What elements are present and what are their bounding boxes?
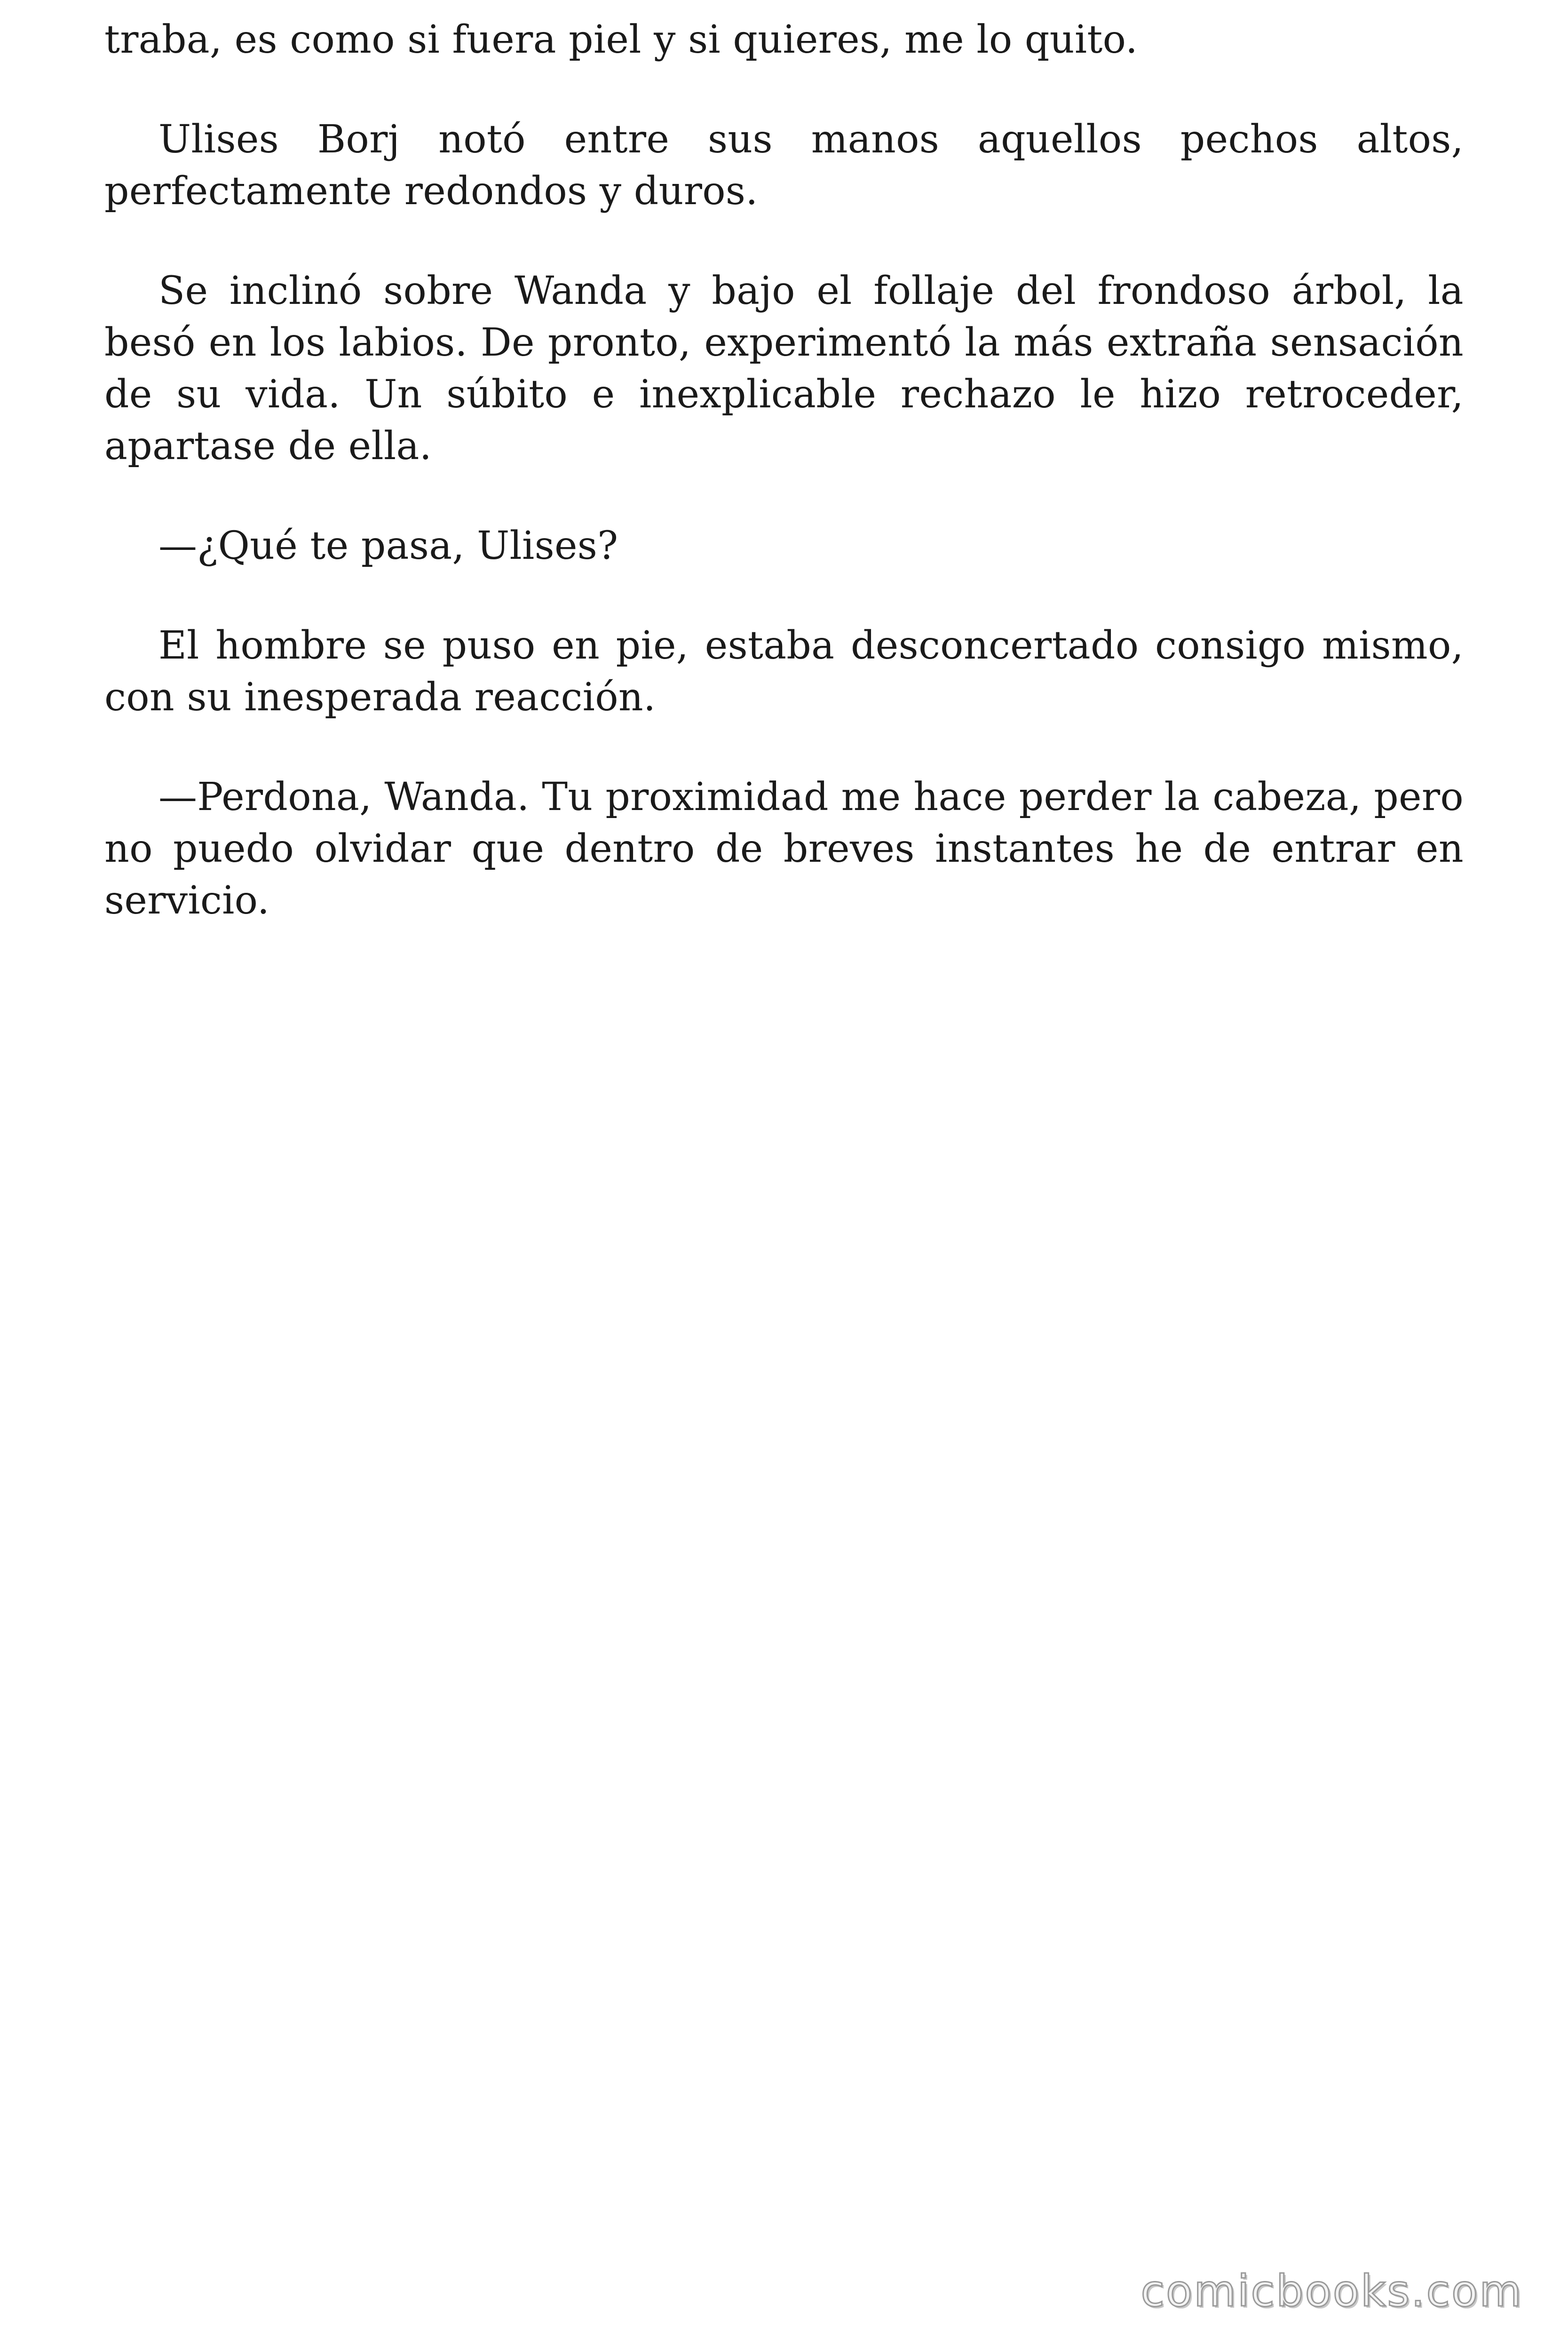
paragraph: Ulises Borj notó entre sus manos aquellos pechos altos, perfectamente redondos y duros.	[104, 117, 1464, 214]
paragraph: Se inclinó sobre Wanda y bajo el follaje del frondoso árbol, la besó en los labios. De pronto, experimentó la más extraña sensación de su vida. Un súbito e inexplicable rechazo le hizo retroceder, apartase de ella.	[104, 269, 1464, 469]
dialogue-line: —¿Qué te pasa, Ulises?	[158, 524, 618, 568]
paragraph-continuation: traba, es como si fuera piel y si quieres, me lo quito.	[104, 17, 1138, 62]
paragraph: El hombre se puso en pie, estaba desconcertado consigo mismo, con su inesperada reacción.	[104, 623, 1464, 720]
watermark-text: comicbooks.com	[1140, 2266, 1523, 2316]
dialogue-line: —Perdona, Wanda. Tu proximidad me hace perder la cabeza, pero no puedo olvidar que dentro de breves instantes he de entrar en servicio.	[104, 775, 1464, 923]
document-page	[104, 14, 1464, 975]
